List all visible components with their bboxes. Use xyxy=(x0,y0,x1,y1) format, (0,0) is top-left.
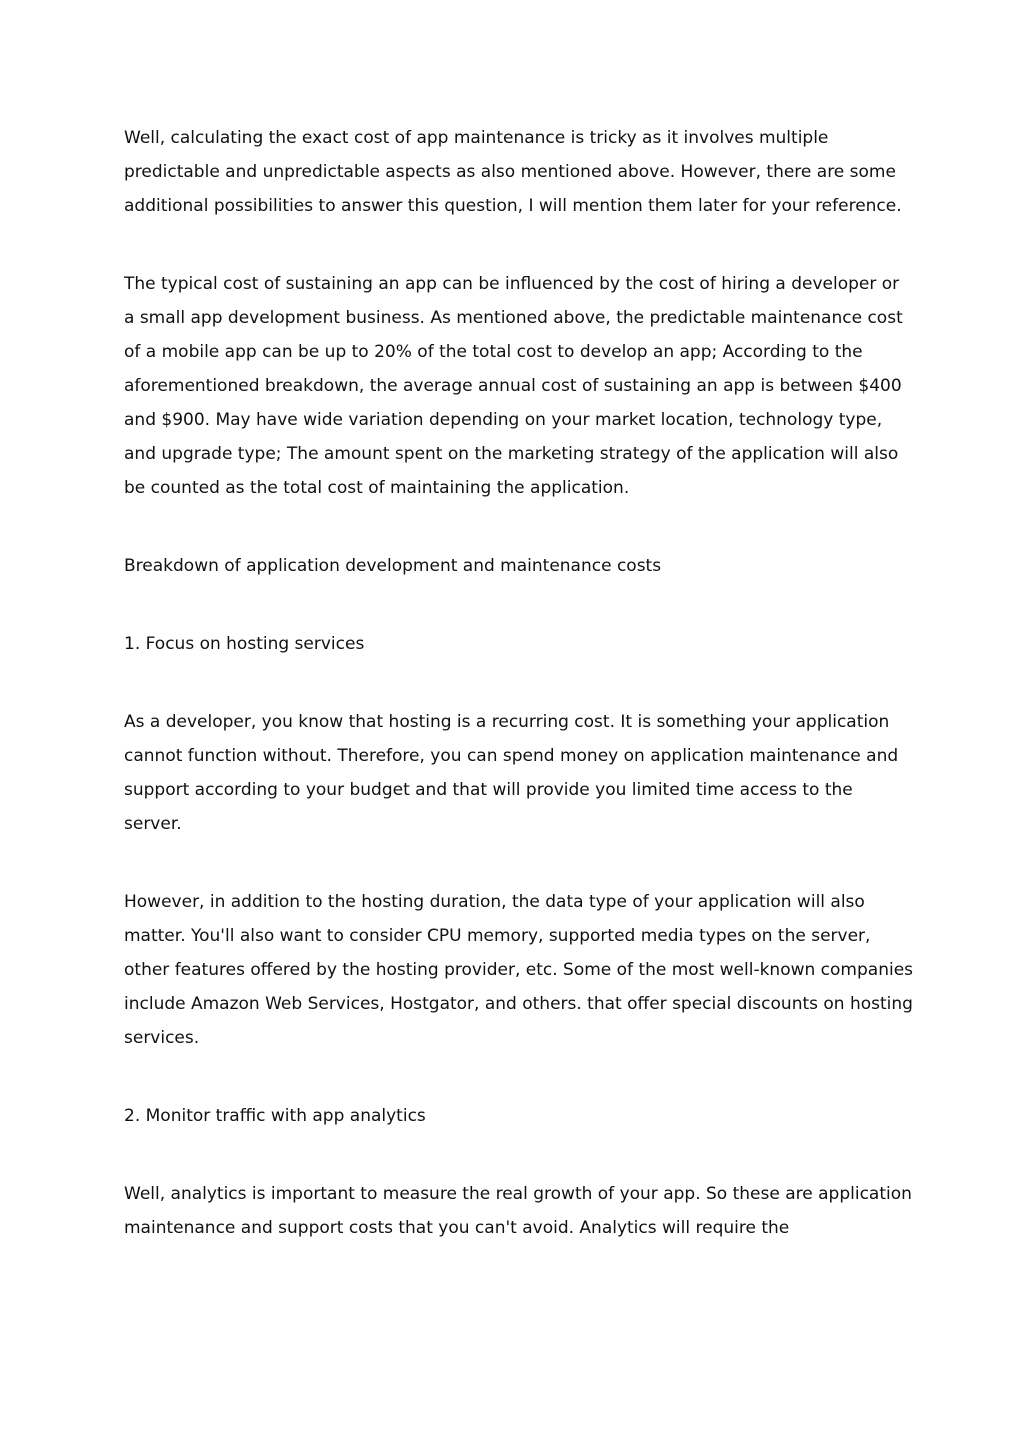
heading-app-analytics: 2. Monitor traffic with app analytics xyxy=(124,1106,426,1126)
heading-hosting-services: 1. Focus on hosting services xyxy=(124,634,365,654)
paragraph-hosting-recurring: As a developer, you know that hosting is a recurring cost. It is something your application cannot function without. Therefore, you can spend money on application maintenance and support according to your budget and that will provide you limited time access to the server. xyxy=(124,712,899,834)
document-page xyxy=(124,121,914,1245)
heading-breakdown: Breakdown of application development and maintenance costs xyxy=(124,556,662,576)
paragraph-analytics: Well, analytics is important to measure the real growth of your app. So these are application maintenance and support costs that you can't avoid. Analytics will require the xyxy=(124,1184,912,1238)
paragraph-exact-cost: Well, calculating the exact cost of app maintenance is tricky as it involves multiple predictable and unpredictable aspects as also mentioned above. However, there are some additional possibilities to answer this question, I will mention them later for your reference. xyxy=(124,128,902,216)
paragraph-hosting-data-type: However, in addition to the hosting duration, the data type of your application will also matter. You'll also want to consider CPU memory, supported media types on the server, other features offered by the hosting provider, etc. Some of the most well-known companies include Amazon Web Services, Hostgator, and others. that offer special discounts on hosting services. xyxy=(124,892,914,1048)
paragraph-typical-cost: The typical cost of sustaining an app can be influenced by the cost of hiring a developer or a small app development business. As mentioned above, the predictable maintenance cost of a mobile app can be up to 20% of the total cost to develop an app; According to the aforementioned breakdown, the average annual cost of sustaining an app is between $400 and $900. May have wide variation depending on your market location, technology type, and upgrade type; The amount spent on the marketing strategy of the application will also be counted as the total cost of maintaining the application. xyxy=(124,274,903,498)
